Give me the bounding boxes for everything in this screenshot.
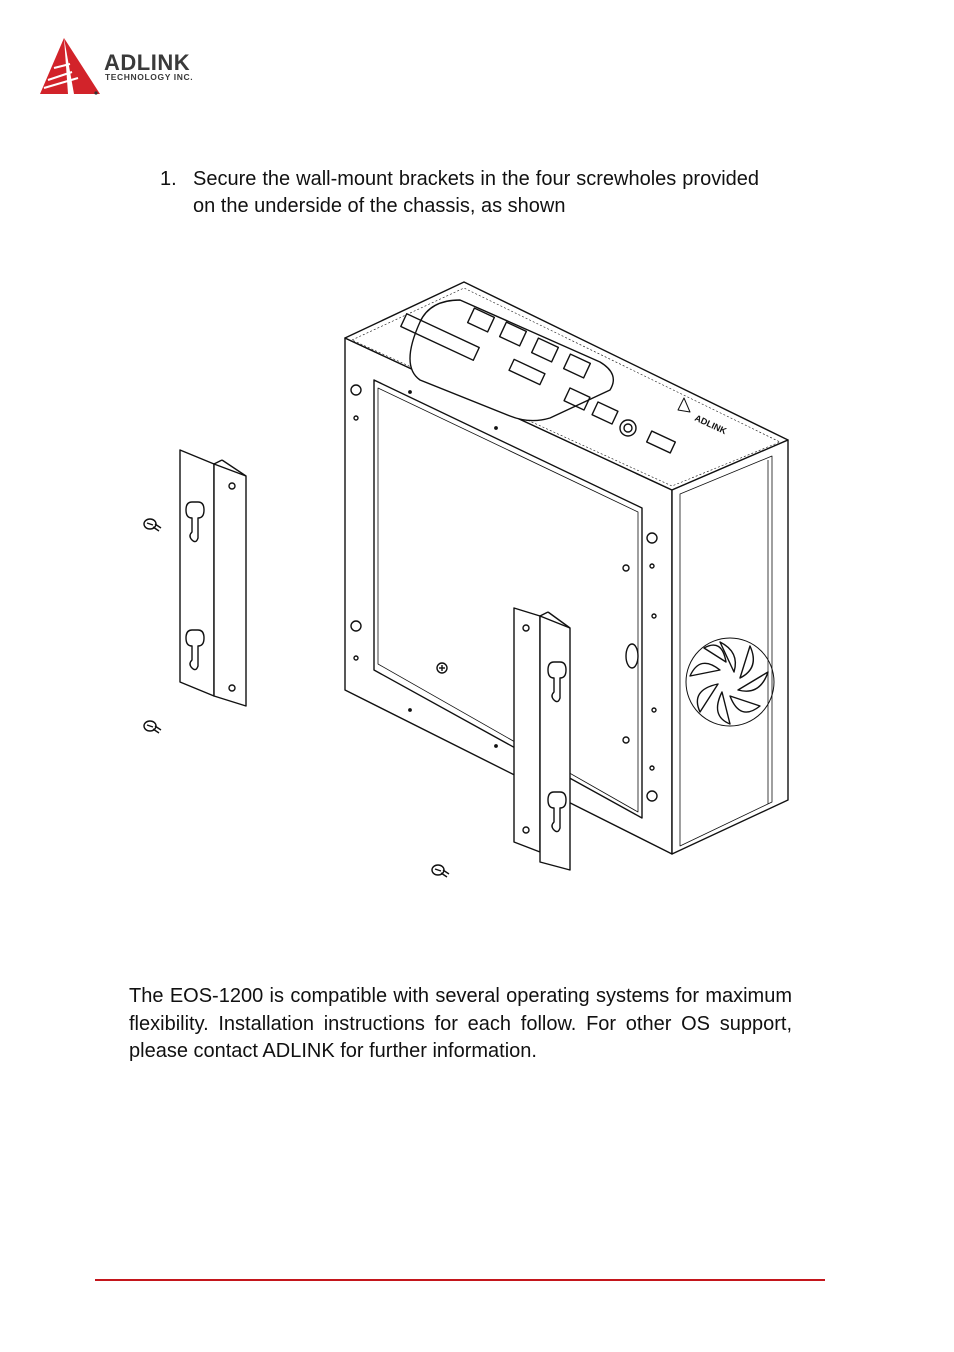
- screw-icon: [432, 865, 449, 877]
- step-number: 1.: [160, 168, 177, 190]
- os-compatibility-paragraph: The EOS-1200 is compatible with several operating systems for maximum flexibility. Installation instructions for each follow. For other OS support, please contact ADLINK for further information.: [129, 985, 792, 1062]
- left-wall-mount-bracket: [180, 450, 246, 706]
- footer-divider: [95, 1279, 825, 1281]
- screw-icon: [144, 519, 161, 531]
- chassis-brand-label: ADLINK: [693, 412, 729, 437]
- brand-subtitle: TECHNOLOGY INC.: [105, 72, 194, 82]
- step-text: Secure the wall-mount brackets in the four screwholes provided on the underside of the chassis, as shown: [193, 168, 759, 217]
- bracket-installation-figure: [120, 270, 800, 890]
- chassis-right-side: [672, 440, 788, 854]
- brand-name: ADLINK: [104, 50, 191, 75]
- company-logo: [38, 36, 238, 100]
- right-wall-mount-bracket: [514, 608, 570, 870]
- screw-icon: [144, 721, 161, 733]
- adlink-triangle-logo-icon: [38, 36, 102, 100]
